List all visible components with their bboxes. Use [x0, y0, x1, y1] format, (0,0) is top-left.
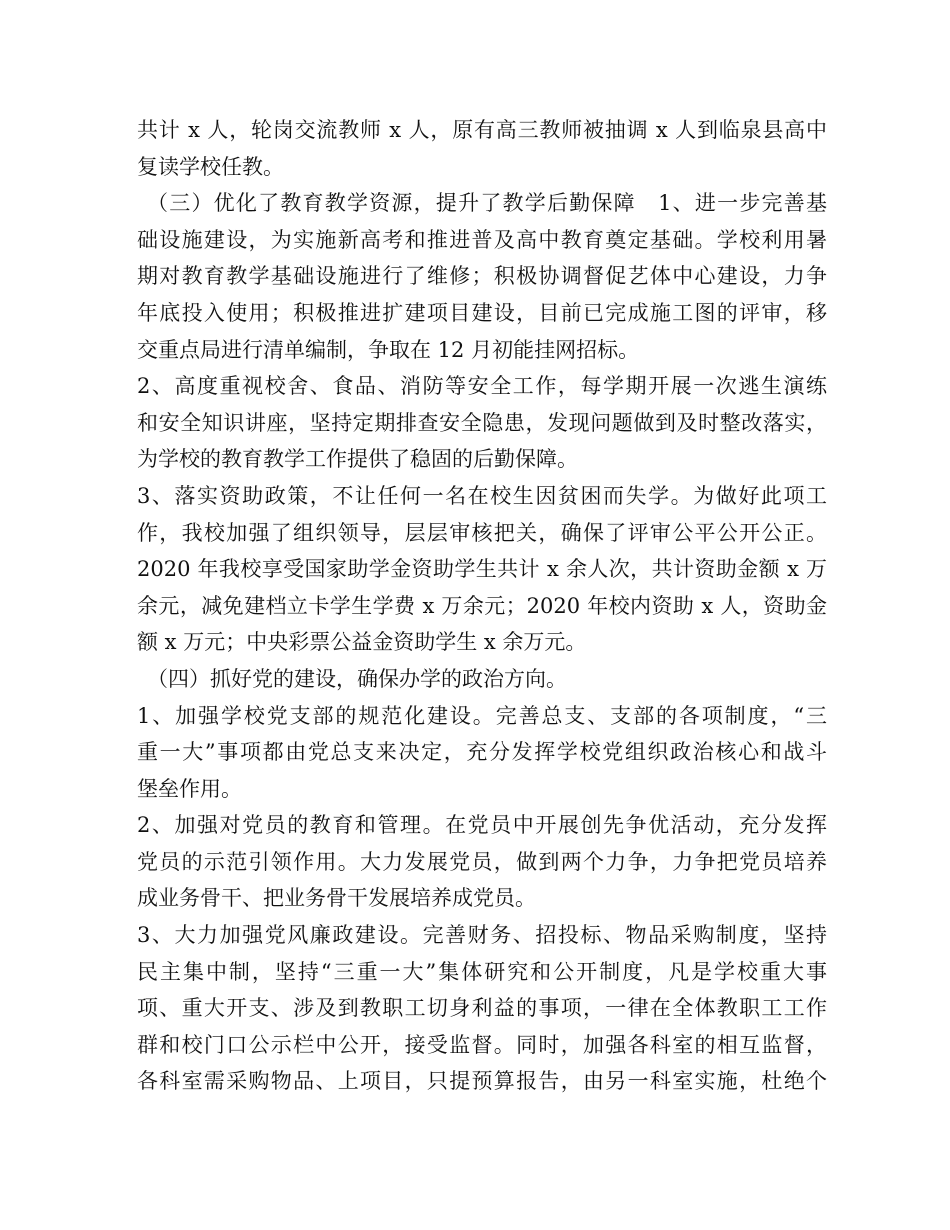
document-body: [137, 112, 827, 1100]
text-line: 交重点局进行清单编制，争取在 12 月初能挂网招标。: [137, 337, 640, 362]
text-line: 群和校门口公示栏中公开，接受监督。同时，加强各科室的相互监督，: [137, 1032, 827, 1057]
text-line: 各科室需采购物品、上项目，只提预算报告，由另一科室实施，杜绝个: [137, 1069, 827, 1094]
text-line: 3、落实资助政策，不让任何一名在校生因贫困而失学。为做好此项工: [137, 483, 827, 508]
text-line: 和安全知识讲座，坚持定期排查安全隐患，发现问题做到及时整改落实，: [137, 410, 827, 435]
text-line: 项、重大开支、涉及到教职工切身利益的事项，一律在全体教职工工作: [137, 996, 827, 1021]
text-line: 共计 x 人，轮岗交流教师 x 人，原有高三教师被抽调 x 人到临泉县高中: [137, 118, 827, 142]
text-line: 党员的示范引领作用。大力发展党员，做到两个力争，力争把党员培养: [137, 849, 827, 874]
text-line: 础设施建设，为实施新高考和推进普及高中教育奠定基础。学校利用暑: [137, 227, 827, 252]
text-line: 额 x 万元；中央彩票公益金资助学生 x 余万元。: [137, 630, 587, 655]
text-line: （四）抓好党的建设，确保办学的政治方向。: [147, 666, 567, 691]
text-line: 为学校的教育教学工作提供了稳固的后勤保障。: [137, 447, 578, 472]
text-line: 3、大力加强党风廉政建设。完善财务、招投标、物品采购制度，坚持: [137, 923, 827, 948]
text-line: 作，我校加强了组织领导，层层审核把关，确保了评审公平公开公正。: [137, 520, 827, 545]
text-line: 期对教育教学基础设施进行了维修；积极协调督促艺体中心建设，力争: [137, 264, 827, 289]
text-line: 余元，减免建档立卡学生学费 x 万余元；2020 年校内资助 x 人，资助金: [137, 593, 827, 618]
text-line: 成业务骨干、把业务骨干发展培养成党员。: [137, 886, 536, 911]
text-line: 2、高度重视校舍、食品、消防等安全工作，每学期开展一次逃生演练: [137, 374, 827, 399]
text-line: 重一大”事项都由党总支来决定，充分发挥学校党组织政治核心和战斗: [137, 740, 827, 765]
text-line: 民主集中制，坚持“三重一大”集体研究和公开制度，凡是学校重大事: [137, 959, 827, 984]
text-line: （三）优化了教育教学资源，提升了教学后勤保障 1、进一步完善基: [147, 191, 827, 216]
text-line: 1、加强学校党支部的规范化建设。完善总支、支部的各项制度，“三: [137, 703, 827, 728]
text-line: 2、加强对党员的教育和管理。在党员中开展创先争优活动，充分发挥: [137, 813, 827, 838]
text-line: 2020 年我校享受国家助学金资助学生共计 x 余人次，共计资助金额 x 万: [137, 557, 827, 582]
text-line: 年底投入使用；积极推进扩建项目建设，目前已完成施工图的评审，移: [137, 300, 827, 325]
text-line: 堡垒作用。: [137, 776, 242, 801]
text-line: 复读学校任教。: [137, 154, 284, 179]
